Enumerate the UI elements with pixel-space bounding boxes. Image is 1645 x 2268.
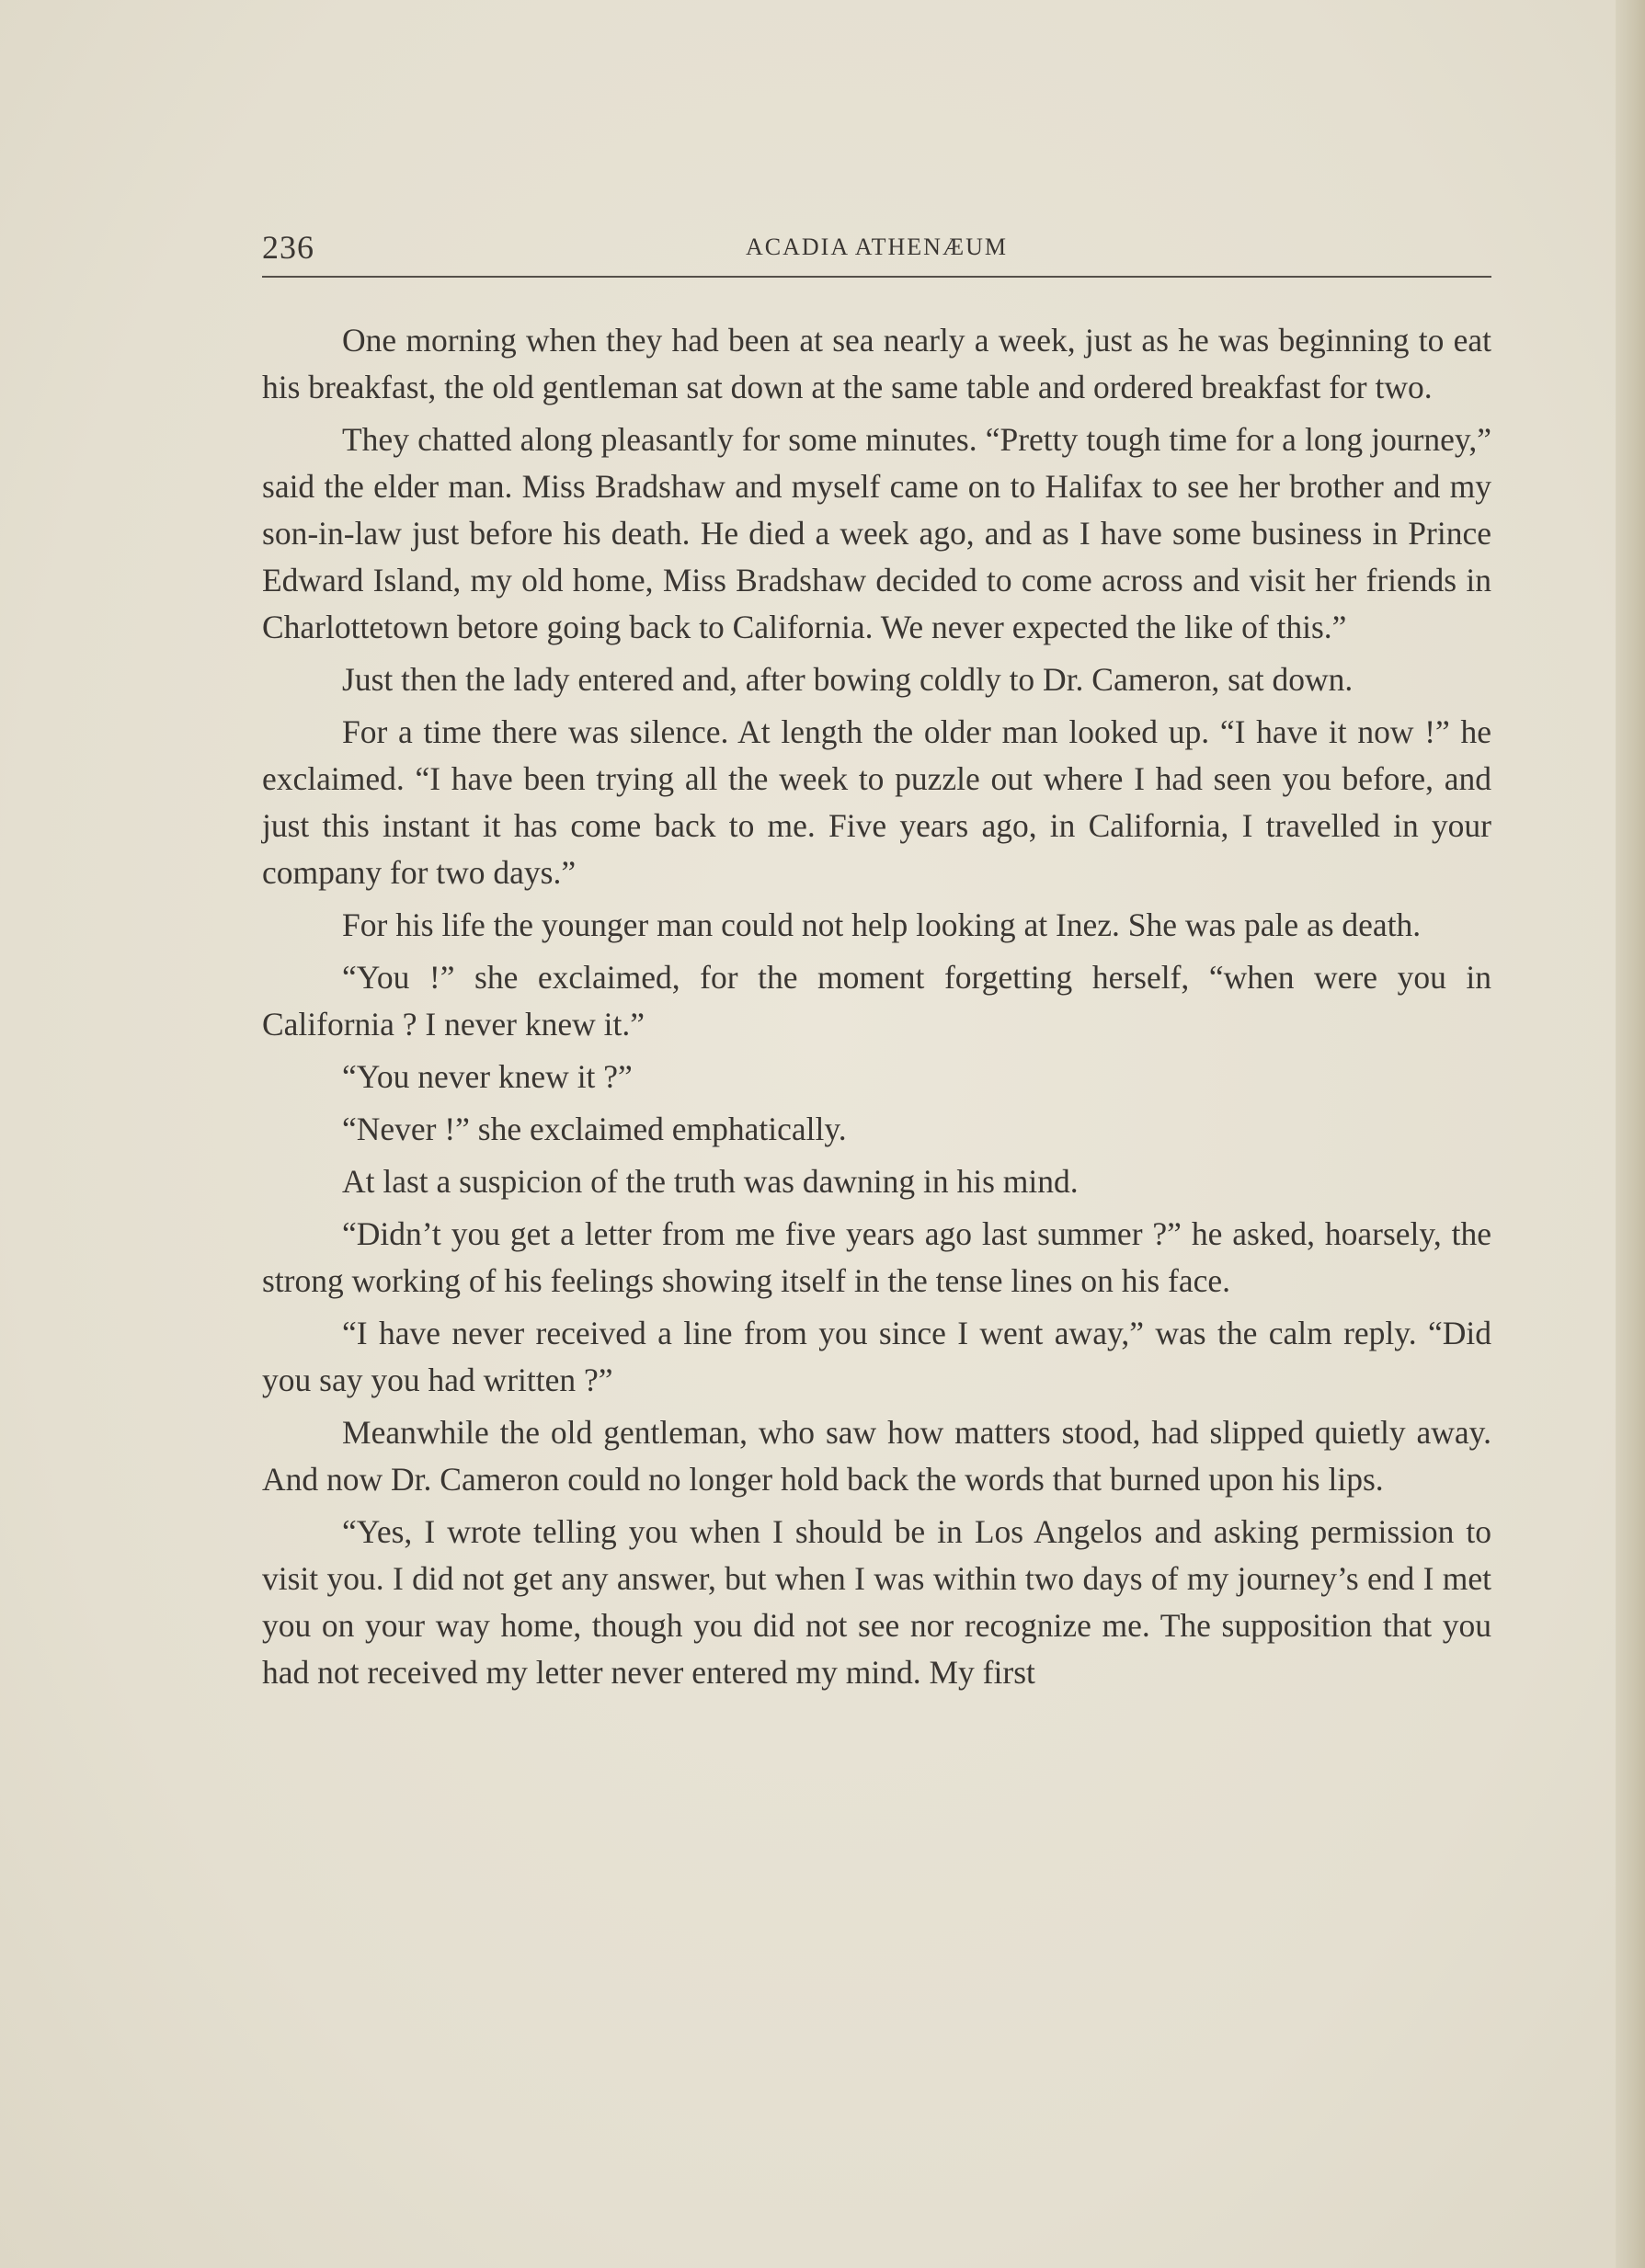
- paragraph: “You !” she exclaimed, for the moment forgetting herself, “when were you in California ? I never knew it.”: [262, 959, 1491, 1043]
- paragraph: For his life the younger man could not help looking at Inez. She was pale as death.: [342, 906, 1422, 943]
- body-text: [262, 317, 1491, 1702]
- paragraph: “Didn’t you get a letter from me five years ago last summer ?” he asked, hoarsely, the strong working of his feelings showing itself in the tense lines on his face.: [262, 1215, 1491, 1299]
- page-edge-shadow: [1616, 0, 1645, 2268]
- paragraph: “I have never received a line from you since I went away,” was the calm reply. “Did you say you had written ?”: [262, 1315, 1491, 1398]
- paragraph: One morning when they had been at sea nearly a week, just as he was beginning to eat his breakfast, the old gentleman sat down at the same table and ordered breakfast for two.: [262, 322, 1491, 405]
- paragraph: At last a suspicion of the truth was dawning in his mind.: [342, 1163, 1079, 1200]
- paragraph: “You never knew it ?”: [342, 1058, 633, 1095]
- paragraph: Just then the lady entered and, after bowing coldly to Dr. Cameron, sat down.: [342, 661, 1354, 698]
- paragraph: “Never !” she exclaimed emphatically.: [342, 1111, 847, 1147]
- paragraph: For a time there was silence. At length the older man looked up. “I have it now !” he exclaimed. “I have been trying all the week to puzzle out where I had seen you before, and just this instant it has come back to me. Five years ago, in California, I travelled in your company for two days.”: [262, 713, 1491, 891]
- page-number: 236: [262, 229, 314, 266]
- paragraph: Meanwhile the old gentleman, who saw how matters stood, had slipped quietly away. And now Dr. Cameron could no longer hold back the words that burned upon his lips.: [262, 1414, 1491, 1498]
- header-rule: [262, 276, 1491, 278]
- paragraph: They chatted along pleasantly for some minutes. “Pretty tough time for a long journey,” said the elder man. Miss Bradshaw and myself came on to Halifax to see her brother and my son-in-law just before his death. He died a week ago, and as I have some business in Prince Edward Island, my old home, Miss Bradshaw decided to come across and visit her friends in Charlottetown betore going back to California. We never expected the like of this.”: [262, 421, 1491, 645]
- running-head: ACADIA ATHENÆUM: [746, 234, 1008, 260]
- paragraph: “Yes, I wrote telling you when I should be in Los Angelos and asking permission to visit you. I did not get any answer, but when I was within two days of my journey’s end I met you on your way home, though you did not see nor recognize me. The supposition that you had not received my letter never entered my mind. My first: [262, 1513, 1491, 1691]
- page-header: [262, 228, 1491, 283]
